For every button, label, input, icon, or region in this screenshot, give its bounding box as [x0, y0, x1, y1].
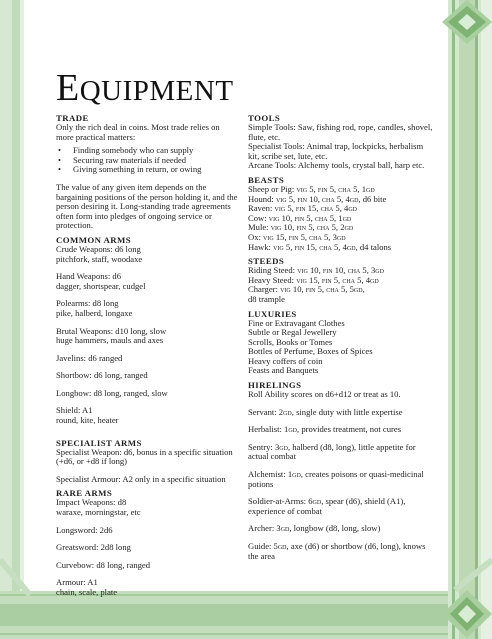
list-item: Armour: A1 chain, scale, plate — [56, 577, 118, 597]
page-title: EQUIPMENT — [56, 67, 234, 109]
list-item: Specialist Tools: Animal trap, lockpicks, herbalism kit, scribe set, lute, etc. — [248, 141, 424, 161]
list-item: Longsword: 2d6 — [56, 524, 113, 535]
trade-paragraph: The value of any given item depends on the bargaining positions of the person holding it, and the person desiring it. Long-standing trade agreements often form into pledges of ongoing service or protection. — [56, 181, 238, 231]
list-item: Hound: vig 5, fin 10, cha 5, 4gd, d6 bite — [248, 193, 387, 204]
rare-arms-heading: RARE ARMS — [56, 488, 113, 499]
list-item: Subtle or Regal Jewellery — [248, 327, 337, 338]
list-item: Heavy Steed: vig 15, fin 5, cha 5, 4gd — [248, 274, 379, 285]
list-item: Hand Weapons: d6 dagger, shortspear, cudgel — [56, 271, 146, 291]
list-item: Greatsword: 2d8 long — [56, 542, 131, 553]
list-item: Brutal Weapons: d10 long, slow huge hammers, mauls and axes — [56, 325, 167, 346]
list-item: Ox: vig 15, fin 5, cha 5, 3gd — [248, 231, 346, 242]
list-item: Scrolls, Books or Tomes — [248, 336, 333, 347]
list-item: Specialist Weapon: d6, bonus in a specific situation (+d6, or +d8 if long) — [56, 446, 233, 467]
list-item: • Giving something in return, or owing — [56, 165, 238, 175]
list-item: • Securing raw materials if needed — [56, 156, 238, 166]
list-item: Shield: A1 round, kite, heater — [56, 405, 119, 426]
luxuries-heading: LUXURIES — [248, 308, 297, 319]
list-item: Raven: vig 5, fin 15, cha 5, 4gd — [248, 203, 357, 214]
list-item: Fine or Extravagant Clothes — [248, 317, 345, 328]
list-item: Mule: vig 10, fin 5, cha 5, 2gd — [248, 222, 354, 233]
list-item: Hawk: vig 5, fin 15, cha 5, 4gd, d4 talons — [248, 241, 392, 252]
list-item: Charger: vig 10, fin 5, cha 5, 5gd, — [248, 284, 365, 295]
list-item: Feasts and Banquets — [248, 365, 319, 376]
list-item: Sheep or Pig: vig 5, fin 5, cha 5, 1gd — [248, 183, 375, 194]
beasts-heading: BEASTS — [248, 174, 285, 185]
list-item: Archer: 3gd, longbow (d8, long, slow) — [248, 523, 381, 534]
list-item: Herbalist: 1gd, provides treatment, not cures — [248, 424, 402, 435]
trade-bullet-list — [56, 146, 238, 175]
list-item: Longbow: d8 long, ranged, slow — [56, 387, 168, 398]
steeds-heading: STEEDS — [248, 256, 285, 267]
list-item: Soldier-at-Arms: 6gd, spear (d6), shield (A1), experience of combat — [248, 496, 406, 516]
list-item: Shortbow: d6 long, ranged — [56, 370, 148, 381]
list-item: • Finding somebody who can supply — [56, 146, 238, 156]
left-column — [56, 113, 238, 598]
list-item: Polearms: d8 long pike, halberd, longaxe — [56, 298, 133, 318]
hirelings-intro: Roll Ability scores on d6+d12 or treat as 10. — [248, 389, 401, 400]
common-arms-heading: COMMON ARMS — [56, 234, 132, 245]
trade-intro: Only the rich deal in coins. Most trade relies on more practical matters: — [56, 122, 220, 142]
trade-heading: TRADE — [56, 113, 89, 123]
list-item: Specialist Armour: A2 only in a specific situation — [56, 473, 226, 484]
list-item: Bottles of Perfume, Boxes of Spices — [248, 346, 373, 357]
list-item: Javelins: d6 ranged — [56, 352, 123, 363]
list-item: d8 trample — [248, 293, 285, 304]
specialist-arms-heading: SPECIALIST ARMS — [56, 437, 142, 448]
list-item: Riding Steed: vig 10, fin 10, cha 5, 3gd — [248, 265, 384, 276]
right-column — [248, 113, 434, 561]
tools-heading: TOOLS — [248, 113, 281, 123]
list-item: Sentry: 3gd, halberd (d8, long), little appetite for actual combat — [248, 441, 416, 462]
list-item: Cow: vig 10, fin 5, cha 5, 1gd — [248, 212, 352, 223]
hirelings-heading: HIRELINGS — [248, 380, 302, 391]
list-item: Simple Tools: Saw, fishing rod, rope, candles, shovel, flute, etc. — [248, 122, 433, 142]
list-item: Impact Weapons: d8 waraxe, morningstar, etc — [56, 497, 141, 518]
list-item: Guide: 5gd, axe (d6) or shortbow (d6, long), knows the area — [248, 541, 426, 561]
list-item: Arcane Tools: Alchemy tools, crystal ball, harp etc. — [248, 160, 425, 171]
list-item: Alchemist: 1gd, creates poisons or quasi-medicinal potions — [248, 469, 424, 489]
list-item: Heavy coffers of coin — [248, 355, 323, 366]
list-item: Crude Weapons: d6 long pitchfork, staff, woodaxe — [56, 243, 143, 264]
list-item: Servant: 2gd, single duty with little expertise — [248, 406, 403, 417]
list-item: Curvebow: d8 long, ranged — [56, 559, 151, 570]
